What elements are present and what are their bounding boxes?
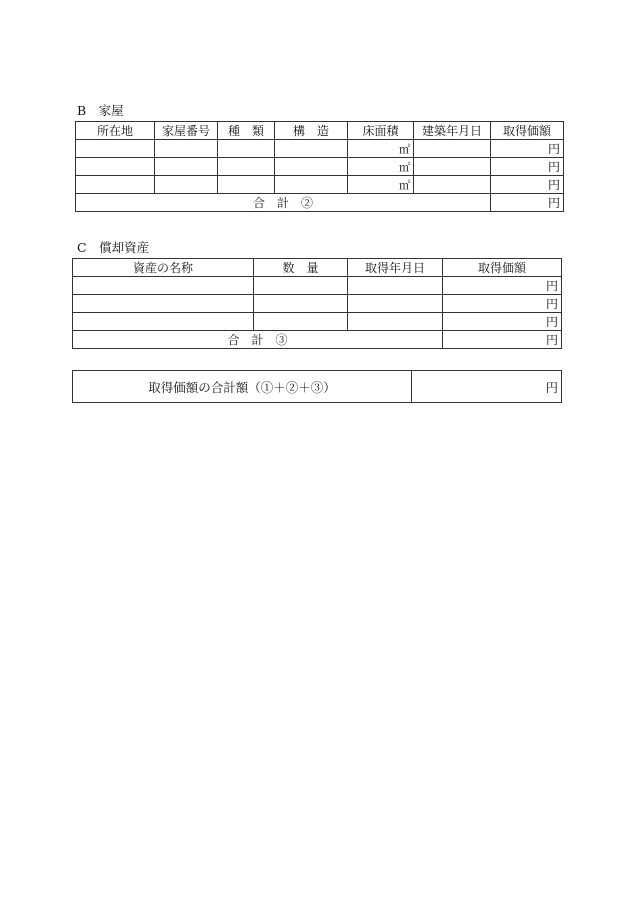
floor-area-cell[interactable] bbox=[348, 158, 414, 176]
area-unit: ㎡ bbox=[399, 142, 410, 156]
header-house-number: 家屋番号 bbox=[155, 122, 218, 140]
section-b-title: B 家屋 bbox=[77, 103, 124, 118]
header-acquisition-date: 取得年月日 bbox=[348, 259, 443, 277]
depreciable-assets-table bbox=[72, 258, 562, 349]
section-c-title: C 償却資産 bbox=[77, 240, 150, 255]
asset-name-cell[interactable] bbox=[73, 313, 254, 331]
header-type: 種 類 bbox=[218, 122, 275, 140]
floor-area-cell[interactable] bbox=[348, 176, 414, 194]
house-number-cell[interactable] bbox=[155, 176, 218, 194]
grand-total-price-cell[interactable] bbox=[412, 371, 562, 403]
price-cell[interactable] bbox=[443, 313, 562, 331]
table-row bbox=[76, 140, 564, 158]
price-cell[interactable] bbox=[443, 277, 562, 295]
yen-unit: 円 bbox=[545, 315, 558, 329]
header-asset-name: 資産の名称 bbox=[73, 259, 254, 277]
total-price-cell[interactable] bbox=[491, 194, 564, 212]
header-acquisition-price: 取得価額 bbox=[443, 259, 562, 277]
house-number-cell[interactable] bbox=[155, 140, 218, 158]
total-price-cell[interactable] bbox=[443, 331, 562, 349]
price-cell[interactable] bbox=[491, 140, 564, 158]
header-quantity: 数 量 bbox=[254, 259, 348, 277]
grand-total-table bbox=[72, 370, 562, 403]
yen-unit: 円 bbox=[547, 178, 560, 192]
grand-total-row bbox=[73, 371, 562, 403]
assets-table-header bbox=[73, 259, 562, 277]
type-cell[interactable] bbox=[218, 140, 275, 158]
quantity-cell[interactable] bbox=[254, 313, 348, 331]
structure-cell[interactable] bbox=[275, 158, 348, 176]
header-floor-area: 床面積 bbox=[348, 122, 414, 140]
grand-total-label: 取得価額の合計額（①＋②＋③） bbox=[73, 371, 412, 403]
header-built-date: 建築年月日 bbox=[414, 122, 491, 140]
acquisition-date-cell[interactable] bbox=[348, 295, 443, 313]
asset-name-cell[interactable] bbox=[73, 295, 254, 313]
yen-unit: 円 bbox=[547, 142, 560, 156]
table-row bbox=[73, 313, 562, 331]
total-label: 合 計 ② bbox=[76, 194, 491, 212]
price-cell[interactable] bbox=[491, 176, 564, 194]
price-cell[interactable] bbox=[443, 295, 562, 313]
yen-unit: 円 bbox=[545, 279, 558, 293]
total-label: 合 計 ③ bbox=[73, 331, 443, 349]
yen-unit: 円 bbox=[547, 160, 560, 174]
table-row bbox=[73, 277, 562, 295]
area-unit: ㎡ bbox=[399, 160, 410, 174]
table-row bbox=[76, 158, 564, 176]
floor-area-cell[interactable] bbox=[348, 140, 414, 158]
acquisition-date-cell[interactable] bbox=[348, 277, 443, 295]
quantity-cell[interactable] bbox=[254, 295, 348, 313]
quantity-cell[interactable] bbox=[254, 277, 348, 295]
house-table bbox=[75, 121, 564, 212]
total-row bbox=[73, 331, 562, 349]
price-cell[interactable] bbox=[491, 158, 564, 176]
yen-unit: 円 bbox=[545, 297, 558, 311]
house-table-header bbox=[76, 122, 564, 140]
structure-cell[interactable] bbox=[275, 140, 348, 158]
yen-unit: 円 bbox=[545, 333, 558, 347]
total-row bbox=[76, 194, 564, 212]
built-date-cell[interactable] bbox=[414, 140, 491, 158]
table-row bbox=[73, 295, 562, 313]
location-cell[interactable] bbox=[76, 158, 155, 176]
built-date-cell[interactable] bbox=[414, 158, 491, 176]
location-cell[interactable] bbox=[76, 140, 155, 158]
type-cell[interactable] bbox=[218, 176, 275, 194]
acquisition-date-cell[interactable] bbox=[348, 313, 443, 331]
table-row bbox=[76, 176, 564, 194]
header-location: 所在地 bbox=[76, 122, 155, 140]
location-cell[interactable] bbox=[76, 176, 155, 194]
asset-name-cell[interactable] bbox=[73, 277, 254, 295]
house-number-cell[interactable] bbox=[155, 158, 218, 176]
header-acquisition-price: 取得価額 bbox=[491, 122, 564, 140]
area-unit: ㎡ bbox=[399, 178, 410, 192]
structure-cell[interactable] bbox=[275, 176, 348, 194]
yen-unit: 円 bbox=[547, 196, 560, 210]
type-cell[interactable] bbox=[218, 158, 275, 176]
header-structure: 構 造 bbox=[275, 122, 348, 140]
yen-unit: 円 bbox=[545, 379, 558, 395]
built-date-cell[interactable] bbox=[414, 176, 491, 194]
